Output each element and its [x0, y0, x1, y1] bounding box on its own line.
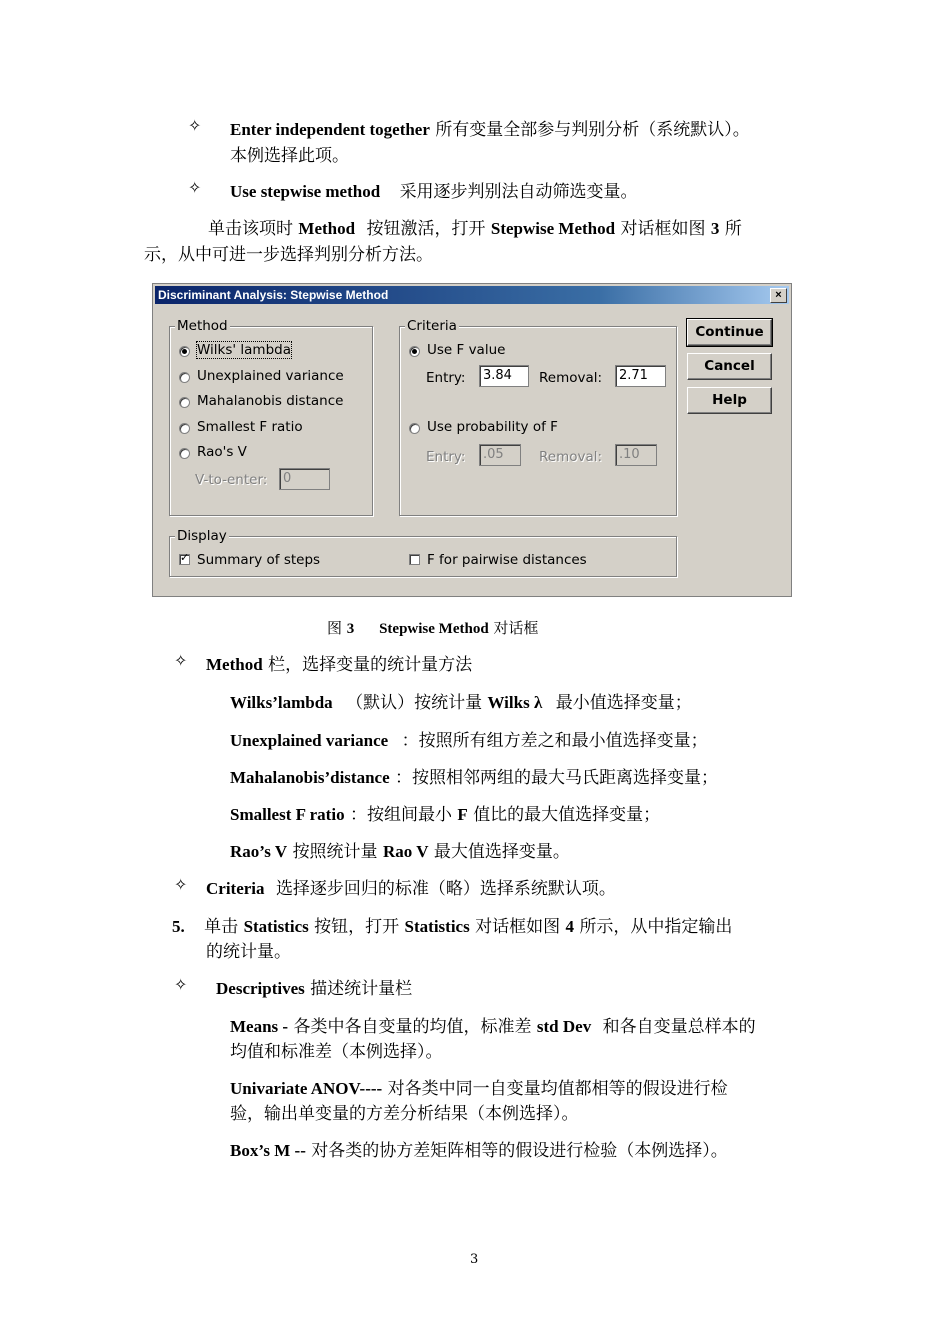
diamond-bullet-icon: ✧ — [174, 875, 188, 894]
help-button[interactable]: Help — [687, 387, 772, 414]
continue-button[interactable]: Continue — [687, 319, 772, 346]
method-term: F — [457, 805, 468, 824]
method-desc: （默认）按统计量 — [346, 693, 483, 713]
radio-label-use-f-value[interactable]: Use F value — [427, 342, 506, 358]
diamond-bullet-icon: ✧ — [188, 178, 202, 197]
radio-smallest-f[interactable] — [179, 423, 190, 434]
section-bold: Method — [206, 655, 263, 674]
method-desc: 最小值选择变量； — [555, 693, 692, 713]
v-to-enter-label: V-to-enter: — [195, 472, 268, 488]
method-term: Rao’s V — [230, 842, 288, 861]
desc-text: 对各类的协方差矩阵相等的假设进行检验（本例选择）。 — [311, 1141, 728, 1161]
radio-label-use-probability[interactable]: Use probability of F — [427, 419, 558, 435]
step-bold: Statistics — [404, 917, 470, 936]
item-text-cont: 本例选择此项。 — [230, 146, 349, 166]
para-text: 单击该项时 — [208, 219, 293, 239]
method-term: Unexplained variance — [230, 731, 389, 750]
radio-wilks[interactable] — [179, 346, 190, 357]
entry-label: Entry: — [426, 370, 466, 386]
method-desc: ：按照所有组方差之和最小值选择变量； — [401, 731, 708, 751]
step-text: 所示，从中指定输出 — [579, 917, 733, 937]
pairwise-distances-checkbox[interactable] — [409, 554, 420, 565]
method-wilks — [230, 688, 692, 713]
close-icon[interactable]: × — [770, 288, 787, 303]
removal-label: Removal: — [539, 370, 603, 386]
item-use-stepwise — [230, 177, 638, 202]
step-text: 对话框如图 — [475, 917, 561, 937]
radio-use-f-value[interactable] — [409, 346, 420, 357]
item-text: 所有变量全部参与判别分析（系统默认）。 — [435, 120, 750, 140]
diamond-bullet-icon: ✧ — [188, 116, 202, 135]
desc-anova — [230, 1074, 728, 1099]
method-unexplained — [230, 726, 708, 751]
para-bold: 3 — [710, 219, 720, 238]
method-desc: ：按组间最小 — [349, 805, 452, 825]
radio-label-wilks[interactable]: Wilks' lambda — [197, 342, 291, 358]
criteria-section — [206, 874, 616, 899]
section-text: 栏，选择变量的统计量方法 — [268, 655, 473, 675]
desc-text: 和各自变量总样本的 — [602, 1017, 756, 1037]
method-term: Smallest F ratio — [230, 805, 345, 824]
desc-text: 对各类中同一自变量均值都相等的假设进行检 — [387, 1079, 728, 1099]
item-title: Enter independent together — [230, 120, 430, 139]
para-bold: Stepwise Method — [490, 219, 616, 238]
intro-paragraph-line2: 示，从中可进一步选择判别分析方法。 — [144, 245, 433, 265]
method-group-label: Method — [177, 318, 228, 334]
caption-num: 3 — [346, 621, 355, 637]
desc-term: std Dev — [536, 1017, 592, 1036]
step-bold: 4 — [565, 917, 575, 936]
para-text: 所 — [724, 219, 742, 239]
prob-removal-input[interactable]: .10 — [615, 444, 657, 466]
prob-removal-label: Removal: — [539, 449, 603, 465]
caption-suffix: 对话框 — [493, 619, 539, 637]
step-bold: Statistics — [243, 917, 309, 936]
diamond-bullet-icon: ✧ — [174, 651, 188, 670]
radio-mahalanobis[interactable] — [179, 397, 190, 408]
section-text: 选择逐步回归的标准（略）选择系统默认项。 — [275, 879, 616, 899]
section-bold: Descriptives — [216, 979, 305, 998]
summary-of-steps-checkbox[interactable] — [179, 554, 190, 565]
radio-use-probability[interactable] — [409, 423, 420, 434]
desc-term: Means - — [230, 1017, 289, 1036]
desc-means — [230, 1012, 756, 1037]
method-section-title — [206, 650, 472, 675]
method-term: Mahalanobis’distance — [230, 768, 390, 787]
section-bold: Criteria — [206, 879, 265, 898]
section-text: 描述统计量栏 — [310, 979, 413, 999]
method-desc: 最大值选择变量。 — [433, 842, 570, 862]
prob-entry-label: Entry: — [426, 449, 466, 465]
pairwise-distances-label[interactable]: F for pairwise distances — [427, 552, 587, 568]
entry-input[interactable]: 3.84 — [479, 365, 529, 387]
intro-paragraph — [208, 214, 742, 239]
criteria-group-label: Criteria — [407, 318, 457, 334]
desc-term: Univariate ANOV---- — [230, 1079, 383, 1098]
method-mahalanobis — [230, 763, 718, 788]
caption-fig: 图 — [327, 619, 343, 637]
method-raos-v — [230, 837, 570, 862]
prob-entry-input[interactable]: .05 — [479, 444, 521, 466]
item-title: Use stepwise method — [230, 182, 381, 201]
item-enter-together — [230, 115, 750, 140]
method-smallest-f — [230, 800, 660, 825]
desc-box-m — [230, 1136, 728, 1161]
desc-term: Box’s M -- — [230, 1141, 306, 1160]
method-term: Rao V — [382, 842, 429, 861]
step-text: 单击 — [204, 917, 239, 937]
step-number: 5. — [172, 917, 185, 936]
radio-label-mahalanobis[interactable]: Mahalanobis distance — [197, 393, 344, 409]
page-number: 3 — [470, 1252, 479, 1267]
method-desc: 按照统计量 — [292, 842, 378, 862]
method-desc: ：按照相邻两组的最大马氏距离选择变量； — [395, 768, 719, 788]
method-desc: 值比的最大值选择变量； — [473, 805, 661, 825]
desc-text: 各类中各自变量的均值，标准差 — [293, 1017, 532, 1037]
dialog-titlebar — [155, 286, 789, 304]
para-bold: Method — [298, 219, 356, 238]
radio-label-unexplained[interactable]: Unexplained variance — [197, 368, 344, 384]
v-to-enter-input[interactable]: 0 — [279, 468, 330, 490]
descriptives-title — [216, 974, 412, 999]
cancel-button[interactable]: Cancel — [687, 353, 772, 380]
removal-input[interactable]: 2.71 — [615, 365, 666, 387]
caption-name: Stepwise Method — [379, 621, 489, 637]
method-term: Wilks λ — [487, 693, 543, 712]
step-5-line2: 的统计量。 — [206, 942, 291, 962]
step-5 — [172, 912, 732, 937]
desc-means-line2: 均值和标准差（本例选择）。 — [230, 1042, 443, 1062]
desc-anova-line2: 验，输出单变量的方差分析结果（本例选择）。 — [230, 1104, 579, 1124]
para-text: 对话框如图 — [620, 219, 706, 239]
diamond-bullet-icon: ✧ — [174, 975, 188, 994]
display-group-label: Display — [177, 528, 227, 544]
stepwise-method-dialog — [152, 283, 792, 597]
para-text: 按钮激活，打开 — [366, 219, 486, 239]
step-text: 按钮，打开 — [314, 917, 400, 937]
radio-unexplained[interactable] — [179, 372, 190, 383]
figure-caption — [327, 617, 538, 638]
radio-label-raos-v[interactable]: Rao's V — [197, 444, 247, 460]
radio-label-smallest-f[interactable]: Smallest F ratio — [197, 419, 303, 435]
item-text: 采用逐步判别法自动筛选变量。 — [399, 182, 638, 202]
method-term: Wilks’lambda — [230, 693, 333, 712]
summary-of-steps-label[interactable]: Summary of steps — [197, 552, 321, 568]
dialog-title: Discriminant Analysis: Stepwise Method — [158, 288, 389, 302]
radio-raos-v[interactable] — [179, 448, 190, 459]
